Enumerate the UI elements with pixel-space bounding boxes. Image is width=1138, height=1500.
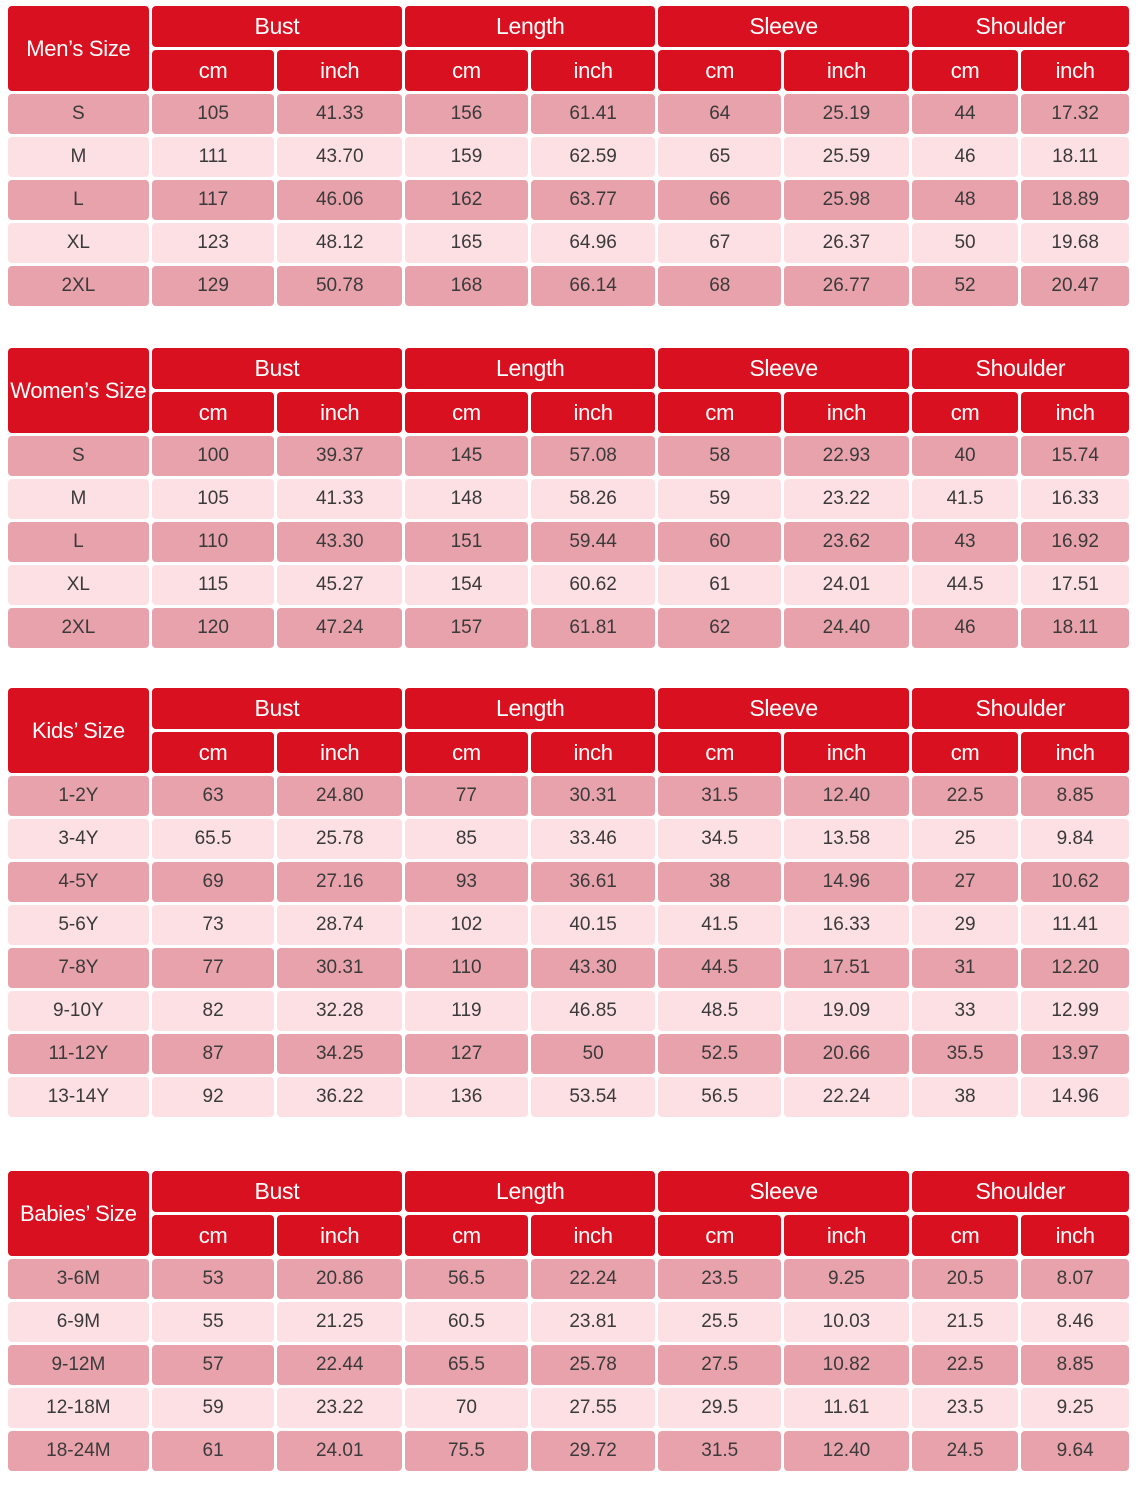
measure-cell: 62.59 <box>531 137 656 177</box>
measure-cell: 29.72 <box>531 1431 656 1471</box>
measure-cell: 8.85 <box>1021 776 1129 816</box>
measure-header-bust: Bust <box>152 1171 402 1212</box>
size-cell: XL <box>8 565 149 605</box>
unit-header-cm: cm <box>658 50 781 91</box>
measure-cell: 24.40 <box>784 608 909 648</box>
measure-cell: 31.5 <box>658 1431 781 1471</box>
size-column-header: Men’s Size <box>8 6 149 91</box>
measure-cell: 56.5 <box>658 1077 781 1117</box>
measure-cell: 65.5 <box>152 819 275 859</box>
measure-cell: 46.06 <box>277 180 402 220</box>
table-row <box>8 479 1129 519</box>
measure-cell: 123 <box>152 223 275 263</box>
size-cell: M <box>8 137 149 177</box>
measure-cell: 58.26 <box>531 479 656 519</box>
unit-header-inch: inch <box>1021 1215 1129 1256</box>
measure-cell: 25.5 <box>658 1302 781 1342</box>
measure-cell: 63.77 <box>531 180 656 220</box>
measure-cell: 64.96 <box>531 223 656 263</box>
measure-cell: 12.99 <box>1021 991 1129 1031</box>
table-row <box>8 1431 1129 1471</box>
size-cell: 18-24M <box>8 1431 149 1471</box>
measure-cell: 23.22 <box>277 1388 402 1428</box>
size-cell: 7-8Y <box>8 948 149 988</box>
unit-header-inch: inch <box>531 50 656 91</box>
measure-cell: 11.41 <box>1021 905 1129 945</box>
measure-cell: 87 <box>152 1034 275 1074</box>
measure-cell: 59.44 <box>531 522 656 562</box>
size-cell: 12-18M <box>8 1388 149 1428</box>
measure-cell: 16.33 <box>784 905 909 945</box>
measure-cell: 61 <box>658 565 781 605</box>
measure-cell: 27 <box>912 862 1019 902</box>
measure-cell: 22.5 <box>912 1345 1019 1385</box>
measure-cell: 29 <box>912 905 1019 945</box>
measure-cell: 61 <box>152 1431 275 1471</box>
unit-header-inch: inch <box>784 392 909 433</box>
babies-size-table <box>5 1168 1132 1474</box>
measure-cell: 48.12 <box>277 223 402 263</box>
size-cell: 6-9M <box>8 1302 149 1342</box>
measure-cell: 41.5 <box>912 479 1019 519</box>
measure-cell: 21.5 <box>912 1302 1019 1342</box>
measure-cell: 50 <box>531 1034 656 1074</box>
table-row <box>8 94 1129 134</box>
measure-cell: 43 <box>912 522 1019 562</box>
measure-cell: 12.20 <box>1021 948 1129 988</box>
measure-cell: 9.25 <box>784 1259 909 1299</box>
table-row <box>8 522 1129 562</box>
measure-cell: 43.30 <box>531 948 656 988</box>
measure-cell: 59 <box>658 479 781 519</box>
measure-cell: 93 <box>405 862 528 902</box>
measure-cell: 18.89 <box>1021 180 1129 220</box>
measure-header-length: Length <box>405 6 655 47</box>
measure-cell: 102 <box>405 905 528 945</box>
measure-cell: 48.5 <box>658 991 781 1031</box>
measure-cell: 44.5 <box>658 948 781 988</box>
measure-cell: 58 <box>658 436 781 476</box>
unit-header-inch: inch <box>277 50 402 91</box>
measure-cell: 70 <box>405 1388 528 1428</box>
table-row <box>8 608 1129 648</box>
measure-cell: 62 <box>658 608 781 648</box>
measure-cell: 35.5 <box>912 1034 1019 1074</box>
table-row <box>8 991 1129 1031</box>
unit-header-cm: cm <box>405 732 528 773</box>
table-row <box>8 905 1129 945</box>
size-cell: 13-14Y <box>8 1077 149 1117</box>
measure-cell: 22.24 <box>531 1259 656 1299</box>
measure-cell: 73 <box>152 905 275 945</box>
measure-cell: 136 <box>405 1077 528 1117</box>
measure-cell: 13.58 <box>784 819 909 859</box>
measure-cell: 111 <box>152 137 275 177</box>
measure-cell: 60.62 <box>531 565 656 605</box>
measure-cell: 145 <box>405 436 528 476</box>
measure-cell: 165 <box>405 223 528 263</box>
measure-cell: 119 <box>405 991 528 1031</box>
measure-cell: 16.33 <box>1021 479 1129 519</box>
measure-cell: 22.5 <box>912 776 1019 816</box>
measure-cell: 40.15 <box>531 905 656 945</box>
measure-cell: 38 <box>912 1077 1019 1117</box>
measure-cell: 92 <box>152 1077 275 1117</box>
measure-cell: 9.64 <box>1021 1431 1129 1471</box>
unit-header-inch: inch <box>1021 732 1129 773</box>
measure-cell: 60.5 <box>405 1302 528 1342</box>
measure-cell: 55 <box>152 1302 275 1342</box>
measure-header-sleeve: Sleeve <box>658 688 908 729</box>
unit-header-cm: cm <box>152 1215 275 1256</box>
size-cell: 2XL <box>8 608 149 648</box>
measure-cell: 19.09 <box>784 991 909 1031</box>
unit-header-cm: cm <box>912 1215 1019 1256</box>
measure-cell: 17.32 <box>1021 94 1129 134</box>
measure-cell: 105 <box>152 94 275 134</box>
measure-cell: 25 <box>912 819 1019 859</box>
kids-size-table <box>5 685 1132 1120</box>
measure-cell: 30.31 <box>531 776 656 816</box>
measure-cell: 100 <box>152 436 275 476</box>
measure-cell: 48 <box>912 180 1019 220</box>
table-row <box>8 948 1129 988</box>
table-row <box>8 819 1129 859</box>
measure-header-shoulder: Shoulder <box>912 1171 1129 1212</box>
measure-cell: 127 <box>405 1034 528 1074</box>
measure-cell: 24.01 <box>277 1431 402 1471</box>
measure-header-length: Length <box>405 1171 655 1212</box>
measure-cell: 57.08 <box>531 436 656 476</box>
measure-cell: 21.25 <box>277 1302 402 1342</box>
measure-cell: 28.74 <box>277 905 402 945</box>
measure-cell: 41.33 <box>277 94 402 134</box>
table-row <box>8 137 1129 177</box>
measure-header-bust: Bust <box>152 688 402 729</box>
measure-cell: 14.96 <box>1021 1077 1129 1117</box>
measure-cell: 20.66 <box>784 1034 909 1074</box>
measure-cell: 34.5 <box>658 819 781 859</box>
measure-cell: 17.51 <box>784 948 909 988</box>
measure-cell: 25.78 <box>277 819 402 859</box>
measure-cell: 44 <box>912 94 1019 134</box>
measure-cell: 39.37 <box>277 436 402 476</box>
size-cell: 9-10Y <box>8 991 149 1031</box>
unit-header-inch: inch <box>277 732 402 773</box>
measure-header-shoulder: Shoulder <box>912 6 1129 47</box>
measure-cell: 25.98 <box>784 180 909 220</box>
unit-header-inch: inch <box>784 732 909 773</box>
measure-cell: 23.5 <box>658 1259 781 1299</box>
measure-cell: 33.46 <box>531 819 656 859</box>
measure-cell: 53.54 <box>531 1077 656 1117</box>
unit-header-inch: inch <box>784 1215 909 1256</box>
measure-cell: 10.03 <box>784 1302 909 1342</box>
measure-cell: 157 <box>405 608 528 648</box>
measure-header-shoulder: Shoulder <box>912 348 1129 389</box>
size-column-header: Babies’ Size <box>8 1171 149 1256</box>
measure-cell: 16.92 <box>1021 522 1129 562</box>
measure-cell: 23.22 <box>784 479 909 519</box>
measure-cell: 27.16 <box>277 862 402 902</box>
measure-cell: 75.5 <box>405 1431 528 1471</box>
measure-cell: 65.5 <box>405 1345 528 1385</box>
measure-cell: 65 <box>658 137 781 177</box>
measure-cell: 40 <box>912 436 1019 476</box>
measure-cell: 8.85 <box>1021 1345 1129 1385</box>
measure-cell: 10.62 <box>1021 862 1129 902</box>
measure-cell: 52 <box>912 266 1019 306</box>
measure-cell: 29.5 <box>658 1388 781 1428</box>
measure-cell: 26.37 <box>784 223 909 263</box>
measure-cell: 64 <box>658 94 781 134</box>
unit-header-cm: cm <box>658 1215 781 1256</box>
unit-header-cm: cm <box>912 392 1019 433</box>
measure-cell: 23.5 <box>912 1388 1019 1428</box>
measure-cell: 18.11 <box>1021 137 1129 177</box>
measure-cell: 23.81 <box>531 1302 656 1342</box>
measure-header-sleeve: Sleeve <box>658 348 908 389</box>
measure-cell: 44.5 <box>912 565 1019 605</box>
unit-header-cm: cm <box>405 392 528 433</box>
table-row <box>8 565 1129 605</box>
size-cell: 3-4Y <box>8 819 149 859</box>
measure-cell: 148 <box>405 479 528 519</box>
measure-cell: 45.27 <box>277 565 402 605</box>
table-row <box>8 1034 1129 1074</box>
measure-header-sleeve: Sleeve <box>658 6 908 47</box>
measure-cell: 24.5 <box>912 1431 1019 1471</box>
measure-cell: 56.5 <box>405 1259 528 1299</box>
measure-cell: 19.68 <box>1021 223 1129 263</box>
measure-cell: 20.5 <box>912 1259 1019 1299</box>
measure-cell: 38 <box>658 862 781 902</box>
measure-cell: 33 <box>912 991 1019 1031</box>
measure-cell: 12.40 <box>784 1431 909 1471</box>
measure-cell: 59 <box>152 1388 275 1428</box>
measure-cell: 23.62 <box>784 522 909 562</box>
measure-cell: 20.86 <box>277 1259 402 1299</box>
unit-header-inch: inch <box>277 392 402 433</box>
measure-cell: 110 <box>405 948 528 988</box>
table-row <box>8 266 1129 306</box>
measure-cell: 24.80 <box>277 776 402 816</box>
measure-cell: 18.11 <box>1021 608 1129 648</box>
measure-cell: 115 <box>152 565 275 605</box>
measure-cell: 41.33 <box>277 479 402 519</box>
measure-cell: 159 <box>405 137 528 177</box>
measure-cell: 57 <box>152 1345 275 1385</box>
measure-cell: 25.59 <box>784 137 909 177</box>
measure-cell: 27.55 <box>531 1388 656 1428</box>
measure-cell: 24.01 <box>784 565 909 605</box>
measure-cell: 82 <box>152 991 275 1031</box>
size-cell: 1-2Y <box>8 776 149 816</box>
measure-cell: 22.24 <box>784 1077 909 1117</box>
size-cell: M <box>8 479 149 519</box>
table-row <box>8 1259 1129 1299</box>
unit-header-cm: cm <box>152 732 275 773</box>
measure-cell: 68 <box>658 266 781 306</box>
size-cell: L <box>8 522 149 562</box>
measure-cell: 156 <box>405 94 528 134</box>
size-cell: 3-6M <box>8 1259 149 1299</box>
unit-header-cm: cm <box>405 50 528 91</box>
measure-cell: 154 <box>405 565 528 605</box>
size-cell: 2XL <box>8 266 149 306</box>
measure-cell: 20.47 <box>1021 266 1129 306</box>
measure-cell: 12.40 <box>784 776 909 816</box>
measure-cell: 36.61 <box>531 862 656 902</box>
measure-cell: 46 <box>912 137 1019 177</box>
unit-header-inch: inch <box>531 732 656 773</box>
unit-header-cm: cm <box>152 392 275 433</box>
measure-cell: 46.85 <box>531 991 656 1031</box>
unit-header-cm: cm <box>152 50 275 91</box>
measure-cell: 22.93 <box>784 436 909 476</box>
women-size-table <box>5 345 1132 651</box>
measure-cell: 110 <box>152 522 275 562</box>
measure-cell: 31 <box>912 948 1019 988</box>
measure-cell: 32.28 <box>277 991 402 1031</box>
measure-cell: 43.70 <box>277 137 402 177</box>
table-row <box>8 1302 1129 1342</box>
size-cell: S <box>8 94 149 134</box>
measure-cell: 25.78 <box>531 1345 656 1385</box>
unit-header-inch: inch <box>1021 392 1129 433</box>
table-row <box>8 1077 1129 1117</box>
unit-header-cm: cm <box>658 392 781 433</box>
unit-header-cm: cm <box>912 50 1019 91</box>
table-row <box>8 1388 1129 1428</box>
unit-header-inch: inch <box>531 392 656 433</box>
measure-cell: 52.5 <box>658 1034 781 1074</box>
measure-cell: 67 <box>658 223 781 263</box>
size-cell: 5-6Y <box>8 905 149 945</box>
table-row <box>8 1345 1129 1385</box>
measure-cell: 69 <box>152 862 275 902</box>
measure-cell: 36.22 <box>277 1077 402 1117</box>
size-cell: L <box>8 180 149 220</box>
measure-cell: 46 <box>912 608 1019 648</box>
measure-cell: 30.31 <box>277 948 402 988</box>
measure-cell: 60 <box>658 522 781 562</box>
table-row <box>8 862 1129 902</box>
measure-cell: 117 <box>152 180 275 220</box>
unit-header-cm: cm <box>912 732 1019 773</box>
size-cell: S <box>8 436 149 476</box>
size-cell: 9-12M <box>8 1345 149 1385</box>
measure-cell: 61.81 <box>531 608 656 648</box>
measure-cell: 9.25 <box>1021 1388 1129 1428</box>
measure-cell: 168 <box>405 266 528 306</box>
measure-cell: 31.5 <box>658 776 781 816</box>
table-row <box>8 776 1129 816</box>
measure-cell: 151 <box>405 522 528 562</box>
measure-cell: 50.78 <box>277 266 402 306</box>
measure-cell: 8.46 <box>1021 1302 1129 1342</box>
measure-cell: 50 <box>912 223 1019 263</box>
measure-cell: 66 <box>658 180 781 220</box>
size-column-header: Kids’ Size <box>8 688 149 773</box>
measure-header-length: Length <box>405 688 655 729</box>
measure-cell: 25.19 <box>784 94 909 134</box>
unit-header-inch: inch <box>531 1215 656 1256</box>
unit-header-cm: cm <box>658 732 781 773</box>
measure-cell: 47.24 <box>277 608 402 648</box>
measure-cell: 10.82 <box>784 1345 909 1385</box>
measure-cell: 129 <box>152 266 275 306</box>
size-cell: XL <box>8 223 149 263</box>
size-column-header: Women’s Size <box>8 348 149 433</box>
table-row <box>8 436 1129 476</box>
measure-header-bust: Bust <box>152 348 402 389</box>
men-size-table <box>5 3 1132 309</box>
measure-cell: 66.14 <box>531 266 656 306</box>
measure-cell: 43.30 <box>277 522 402 562</box>
measure-cell: 77 <box>405 776 528 816</box>
measure-cell: 120 <box>152 608 275 648</box>
unit-header-cm: cm <box>405 1215 528 1256</box>
measure-cell: 162 <box>405 180 528 220</box>
unit-header-inch: inch <box>277 1215 402 1256</box>
measure-cell: 14.96 <box>784 862 909 902</box>
measure-cell: 41.5 <box>658 905 781 945</box>
measure-header-sleeve: Sleeve <box>658 1171 908 1212</box>
measure-cell: 11.61 <box>784 1388 909 1428</box>
measure-cell: 9.84 <box>1021 819 1129 859</box>
table-row <box>8 180 1129 220</box>
measure-header-bust: Bust <box>152 6 402 47</box>
measure-header-length: Length <box>405 348 655 389</box>
measure-cell: 105 <box>152 479 275 519</box>
measure-cell: 53 <box>152 1259 275 1299</box>
size-cell: 11-12Y <box>8 1034 149 1074</box>
measure-cell: 8.07 <box>1021 1259 1129 1299</box>
measure-cell: 34.25 <box>277 1034 402 1074</box>
table-row <box>8 223 1129 263</box>
measure-cell: 85 <box>405 819 528 859</box>
measure-cell: 22.44 <box>277 1345 402 1385</box>
unit-header-inch: inch <box>784 50 909 91</box>
unit-header-inch: inch <box>1021 50 1129 91</box>
measure-header-shoulder: Shoulder <box>912 688 1129 729</box>
measure-cell: 26.77 <box>784 266 909 306</box>
measure-cell: 77 <box>152 948 275 988</box>
size-cell: 4-5Y <box>8 862 149 902</box>
measure-cell: 13.97 <box>1021 1034 1129 1074</box>
measure-cell: 15.74 <box>1021 436 1129 476</box>
measure-cell: 61.41 <box>531 94 656 134</box>
measure-cell: 27.5 <box>658 1345 781 1385</box>
measure-cell: 63 <box>152 776 275 816</box>
measure-cell: 17.51 <box>1021 565 1129 605</box>
